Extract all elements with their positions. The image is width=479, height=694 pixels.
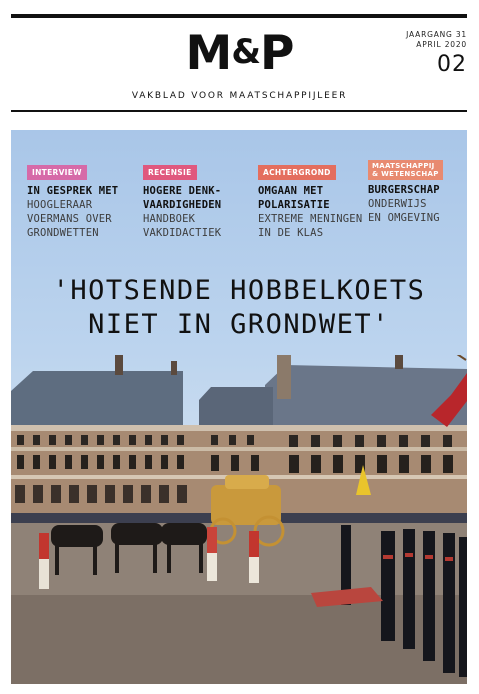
teaser-subline-line: VAKDIDACTIEK bbox=[143, 227, 222, 239]
issue-meta bbox=[406, 30, 467, 78]
cover-photo-binnenhof-parade bbox=[11, 355, 467, 684]
logo-ampersand: & bbox=[231, 32, 260, 72]
teaser-subline bbox=[143, 212, 251, 240]
category-badge bbox=[368, 160, 443, 180]
teaser-achtergrond[interactable] bbox=[258, 160, 366, 240]
teaser-headline-line: BURGERSCHAP bbox=[368, 184, 440, 196]
teaser-headline-line: POLARISATIE bbox=[258, 199, 330, 211]
teaser-subline-line: HOOGLERAAR bbox=[27, 199, 93, 211]
teaser-subline bbox=[368, 197, 467, 225]
cover-headline-line: NIET IN GRONDWET' bbox=[88, 309, 390, 340]
logo-letter-p: P bbox=[259, 26, 294, 81]
teaser-maatschappij[interactable] bbox=[368, 160, 467, 225]
chimney bbox=[395, 355, 403, 369]
cover-headline[interactable] bbox=[11, 274, 467, 342]
category-badge: ACHTERGROND bbox=[258, 165, 336, 180]
teaser-headline bbox=[27, 184, 135, 198]
chimney bbox=[115, 355, 123, 375]
teaser-headline bbox=[258, 184, 366, 212]
category-badge-line: MAATSCHAPPIJ bbox=[372, 162, 435, 170]
teaser-subline-line: HANDBOEK bbox=[143, 213, 196, 225]
teaser-row bbox=[27, 160, 463, 280]
category-badge: RECENSIE bbox=[143, 165, 197, 180]
teaser-headline-line: VAARDIGHEDEN bbox=[143, 199, 222, 211]
chimney bbox=[171, 361, 177, 375]
tower bbox=[277, 355, 291, 399]
teaser-headline-line: HOGERE DENK- bbox=[143, 185, 222, 197]
teaser-recensie[interactable] bbox=[143, 160, 251, 240]
issue-date: APRIL 2020 bbox=[416, 40, 467, 49]
building-roof-left bbox=[11, 371, 183, 429]
teaser-headline bbox=[143, 184, 251, 212]
teaser-subline-line: IN DE KLAS bbox=[258, 227, 324, 239]
building-roof-center bbox=[199, 387, 273, 425]
magazine-tagline: VAKBLAD VOOR MAATSCHAPPIJLEER bbox=[131, 91, 348, 101]
teaser-subline-line: GRONDWETTEN bbox=[27, 227, 99, 239]
flag-pole bbox=[421, 355, 466, 360]
facade-cornice bbox=[11, 425, 467, 431]
issue-number: 02 bbox=[437, 52, 467, 77]
cover-headline-line: 'HOTSENDE HOBBELKOETS bbox=[52, 275, 426, 306]
teaser-headline bbox=[368, 183, 467, 197]
teaser-subline-line: EN OMGEVING bbox=[368, 212, 440, 224]
teaser-subline bbox=[258, 212, 366, 240]
teaser-subline bbox=[27, 198, 135, 240]
teaser-interview[interactable] bbox=[27, 160, 135, 240]
facade-band bbox=[11, 447, 467, 451]
cobblestone-foreground bbox=[11, 595, 467, 684]
logo-letter-m: M bbox=[185, 26, 232, 81]
golden-coach-roof bbox=[225, 475, 269, 489]
cover-image-area bbox=[11, 130, 467, 684]
teaser-subline-line: EXTREME MENINGEN bbox=[258, 213, 363, 225]
masthead-top-rule bbox=[11, 14, 467, 18]
teaser-headline-line: OMGAAN MET bbox=[258, 185, 324, 197]
teaser-subline-line: ONDERWIJS bbox=[368, 198, 427, 210]
volume-label: JAARGANG 31 bbox=[406, 30, 467, 39]
masthead-bottom-rule bbox=[11, 110, 467, 112]
teaser-headline-line: IN GESPREK MET bbox=[27, 185, 119, 197]
category-badge-line: & WETENSCHAP bbox=[372, 170, 439, 178]
teaser-subline-line: VOERMANS OVER bbox=[27, 213, 112, 225]
category-badge: INTERVIEW bbox=[27, 165, 87, 180]
